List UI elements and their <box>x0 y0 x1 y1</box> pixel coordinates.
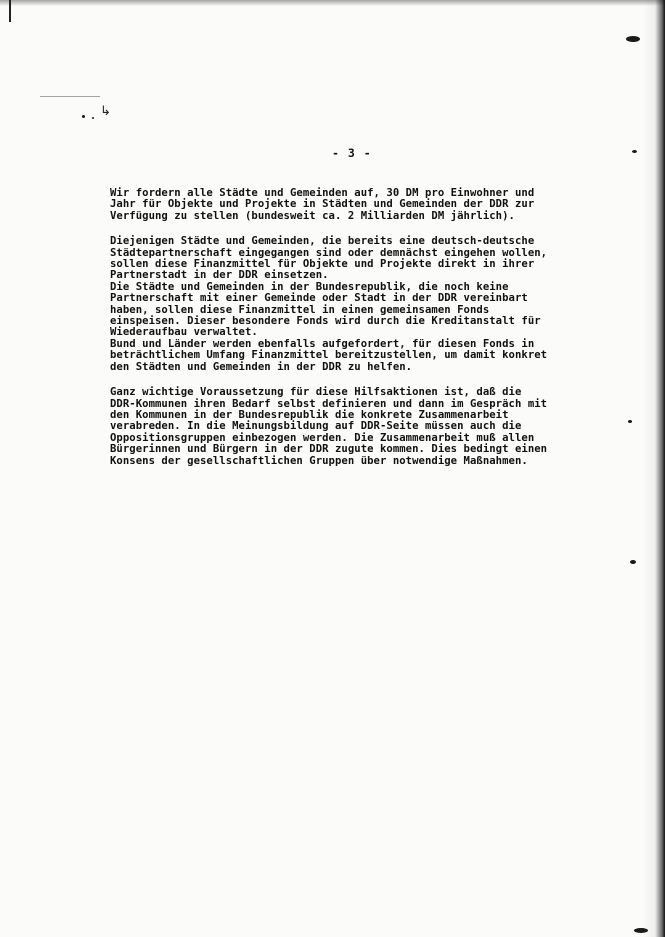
paragraph <box>110 387 580 467</box>
scan-scribble-mark: ↳ <box>100 104 111 119</box>
text-line: einspeisen. Dieser besondere Fonds wird durch die Kreditanstalt für <box>110 315 541 328</box>
text-line: verabreden. In die Meinungsbildung auf DDR-Seite müssen auch die <box>110 420 522 433</box>
text-line: DDR-Kommunen ihren Bedarf selbst definieren und dann im Gespräch mit <box>110 397 548 410</box>
text-line: Diejenigen Städte und Gemeinden, die bereits eine deutsch-deutsche <box>110 235 535 248</box>
text-line: Oppositionsgruppen einbezogen werden. Die Zusammenarbeit muß allen <box>110 431 535 444</box>
scan-speck <box>632 150 637 153</box>
scan-left-mark <box>9 0 11 22</box>
text-line: sollen diese Finanzmittel für Objekte und Projekte direkt in ihrer <box>110 258 535 271</box>
scan-speck <box>634 928 648 933</box>
text-line: Konsens der gesellschaftlichen Gruppen über notwendige Maßnahmen. <box>110 454 528 467</box>
scan-speck <box>82 115 85 118</box>
text-line: den Kommunen in der Bundesrepublik die konkrete Zusammenarbeit <box>110 408 509 421</box>
paragraph <box>110 236 580 373</box>
text-line: Verfügung zu stellen (bundesweit ca. 2 Milliarden DM jährlich). <box>110 209 515 222</box>
text-line: Die Städte und Gemeinden in der Bundesrepublik, die noch keine <box>110 280 509 293</box>
scan-speck <box>626 36 640 42</box>
paragraph <box>110 188 580 222</box>
scan-top-edge <box>0 0 665 6</box>
document-body <box>110 188 580 481</box>
text-line: Wir fordern alle Städte und Gemeinden auf, 30 DM pro Einwohner und <box>110 187 535 199</box>
text-line: Ganz wichtige Voraussetzung für diese Hilfsaktionen ist, daß die <box>110 386 522 399</box>
page-number: - 3 - <box>332 146 372 160</box>
scan-right-edge <box>643 0 665 937</box>
text-line: Bürgerinnen und Bürgern in der DDR zugute kommen. Dies bedingt einen <box>110 443 548 456</box>
text-line: Partnerschaft mit einer Gemeinde oder Stadt in der DDR vereinbart <box>110 292 528 305</box>
scan-speck <box>628 420 632 423</box>
scan-streak <box>40 96 100 97</box>
text-line: beträchtlichem Umfang Finanzmittel bereitzustellen, um damit konkret <box>110 349 548 362</box>
text-line: haben, sollen diese Finanzmittel in einen gemeinsamen Fonds <box>110 303 490 316</box>
text-line: Bund und Länder werden ebenfalls aufgefordert, für diesen Fonds in <box>110 337 535 350</box>
scan-speck <box>630 560 636 564</box>
text-line: Wiederaufbau verwaltet. <box>110 326 258 339</box>
text-line: Städtepartnerschaft eingegangen sind oder demnächst eingehen wollen, <box>110 246 548 259</box>
text-line: Jahr für Objekte und Projekte in Städten und Gemeinden der DDR zur <box>110 198 535 211</box>
scan-speck <box>92 117 94 119</box>
text-line: Partnerstadt in der DDR einsetzen. <box>110 269 329 282</box>
text-line: den Städten und Gemeinden in der DDR zu helfen. <box>110 360 413 373</box>
